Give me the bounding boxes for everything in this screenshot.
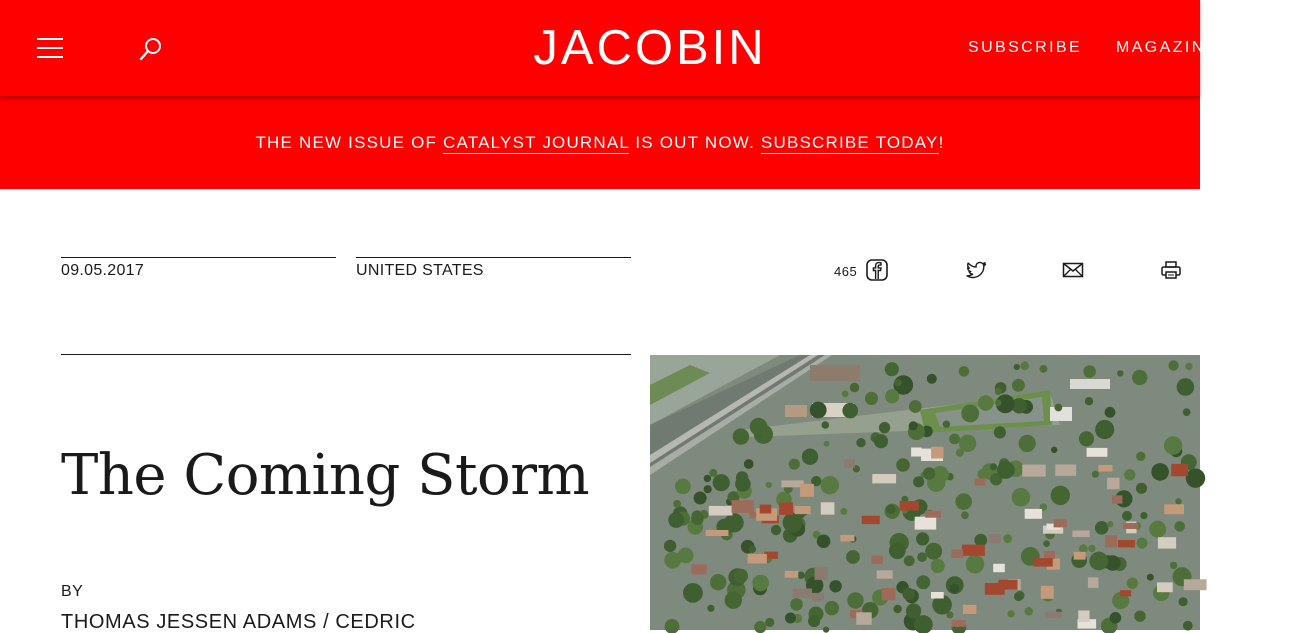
nav-magazine-link[interactable]: MAGAZINE — [1116, 39, 1219, 56]
subscribe-today-link[interactable]: SUBSCRIBE TODAY — [760, 133, 939, 152]
byline-authors — [61, 611, 416, 633]
share-count: 465 — [834, 264, 858, 279]
author-separator: / — [316, 611, 336, 633]
promo-banner — [0, 96, 1200, 189]
hero-image-flooded-neighborhood — [650, 355, 1200, 630]
facebook-icon[interactable] — [866, 259, 888, 281]
title-divider — [61, 354, 631, 355]
site-header — [0, 0, 1219, 96]
author-link[interactable]: CEDRIC — [335, 611, 416, 633]
author-link[interactable]: THOMAS JESSEN ADAMS — [61, 611, 317, 633]
aerial-flood-photo — [650, 355, 1200, 630]
article-date: 09.05.2017 — [61, 257, 336, 280]
email-icon[interactable] — [1062, 259, 1084, 281]
site-logo[interactable]: JACOBIN — [533, 21, 767, 75]
promo-text: ! — [938, 133, 945, 152]
nav-subscribe-link[interactable]: SUBSCRIBE — [968, 39, 1083, 56]
promo-text: IS OUT NOW. — [629, 133, 761, 152]
twitter-icon[interactable] — [965, 259, 987, 281]
article-title: The Coming Storm — [61, 443, 590, 508]
promo-text: THE NEW ISSUE OF — [255, 133, 444, 152]
catalyst-journal-link[interactable]: CATALYST JOURNAL — [443, 133, 630, 152]
article-section-link[interactable]: UNITED STATES — [356, 257, 631, 280]
print-icon[interactable] — [1160, 259, 1182, 281]
byline-label: BY — [61, 583, 84, 600]
